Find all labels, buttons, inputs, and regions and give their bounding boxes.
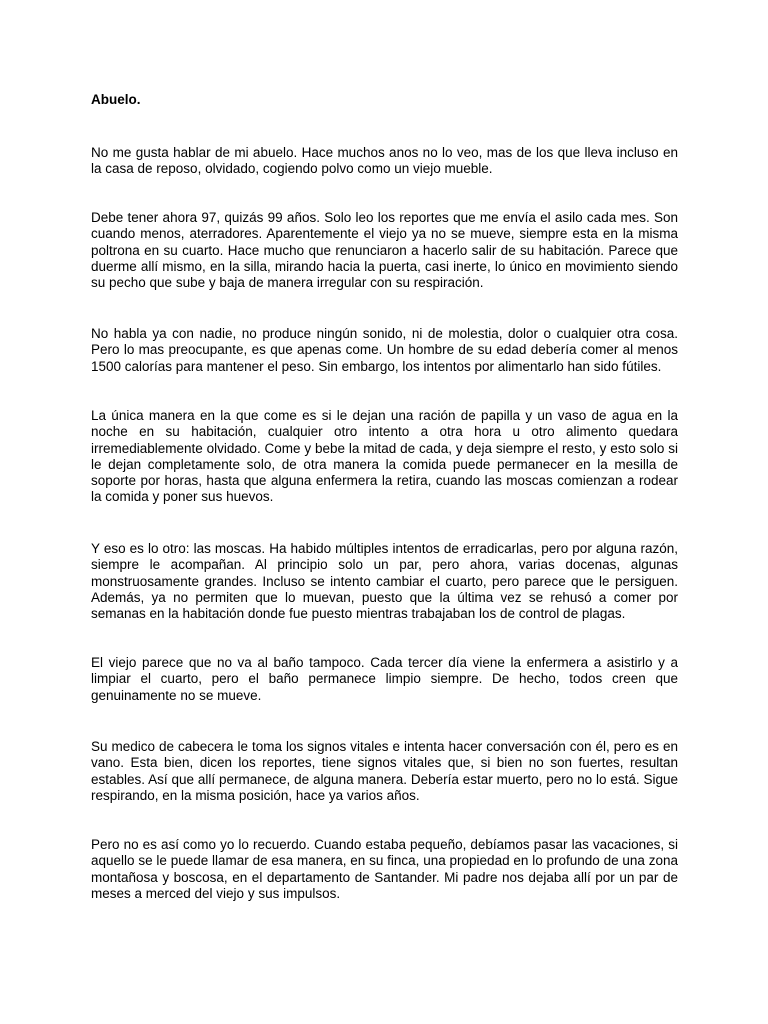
paragraph-5: Y eso es lo otro: las moscas. Ha habido múltiples intentos de erradicarlas, pero por alguna razón, siempre le acompañan. Al principio solo un par, pero ahora, varias docenas, algunas monstruosamente grandes. Incluso se intento cambiar el cuarto, pero parece que le persiguen. Además, ya no permiten que lo muevan, puesto que la última vez se rehusó a comer por semanas en la habitación donde fue puesto mientras trabajaban los de control de plagas.: [91, 541, 678, 622]
paragraph-6: El viejo parece que no va al baño tampoco. Cada tercer día viene la enfermera a asistirlo y a limpiar el cuarto, pero el baño permanece limpio siempre. De hecho, todos creen que genuinamente no se mueve.: [91, 655, 678, 703]
document-title: Abuelo.: [91, 92, 141, 107]
paragraph-4: La única manera en la que come es si le dejan una ración de papilla y un vaso de agua en la noche en su habitación, cualquier otro intento a otra hora u otro alimento quedara irremediablemente olvidado. Come y bebe la mitad de cada, y deja siempre el resto, y esto solo si le dejan completamente solo, de otra manera la comida puede permanecer en la mesilla de soporte por horas, hasta que alguna enfermera la retira, cuando las moscas comienzan a rodear la comida y poner sus huevos.: [91, 408, 678, 505]
paragraph-3: No habla ya con nadie, no produce ningún sonido, ni de molestia, dolor o cualquier otra cosa. Pero lo mas preocupante, es que apenas come. Un hombre de su edad debería comer al menos 1500 calorías para mantener el peso. Sin embargo, los intentos por alimentarlo han sido fútiles.: [91, 326, 678, 374]
paragraph-2: Debe tener ahora 97, quizás 99 años. Solo leo los reportes que me envía el asilo cada mes. Son cuando menos, aterradores. Aparentemente el viejo ya no se mueve, siempre esta en la misma poltrona en su cuarto. Hace mucho que renunciaron a hacerlo salir de su habitación. Parece que duerme allí mismo, en la silla, mirando hacia la puerta, casi inerte, lo único en movimiento siendo su pecho que sube y baja de manera irregular con su respiración.: [91, 210, 678, 291]
paragraph-8: Pero no es así como yo lo recuerdo. Cuando estaba pequeño, debíamos pasar las vacaciones, si aquello se le puede llamar de esa manera, en su finca, una propiedad en lo profundo de una zona montañosa y boscosa, en el departamento de Santander. Mi padre nos dejaba allí por un par de meses a merced del viejo y sus impulsos.: [91, 837, 678, 901]
paragraph-1: No me gusta hablar de mi abuelo. Hace muchos anos no lo veo, mas de los que lleva incluso en la casa de reposo, olvidado, cogiendo polvo como un viejo mueble.: [91, 145, 678, 177]
paragraph-7: Su medico de cabecera le toma los signos vitales e intenta hacer conversación con él, pero es en vano. Esta bien, dicen los reportes, tiene signos vitales que, si bien no son fuertes, resultan estables. Así que allí permanece, de alguna manera. Debería estar muerto, pero no lo está. Sigue respirando, en la misma posición, hace ya varios años.: [91, 739, 678, 803]
